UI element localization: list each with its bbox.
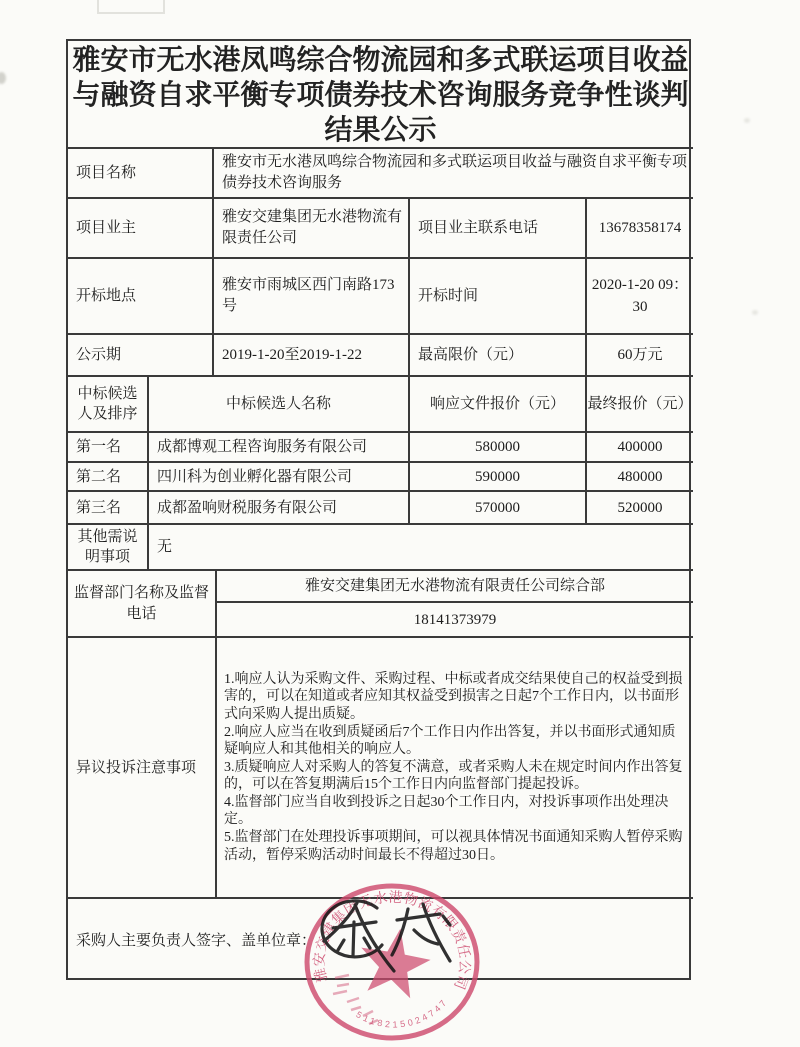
candidate-response-price: 570000 bbox=[410, 492, 587, 525]
scan-artifact bbox=[0, 72, 6, 84]
objection-item: 1.响应人认为采购文件、采购过程、中标或者成交结果使自己的权益受到损害的，可以在知道或者应知其权益受到损害之日起7个工作日内，以书面形式向采购人提出质疑。 bbox=[224, 671, 683, 722]
candidate-response-price: 580000 bbox=[410, 433, 587, 463]
candidate-name-header: 中标候选人名称 bbox=[149, 377, 410, 433]
owner-phone-label: 项目业主联系电话 bbox=[410, 199, 587, 259]
candidate-response-price-header: 响应文件报价（元） bbox=[410, 377, 587, 433]
seal-ring-text: 雅安交建集团无水港物流有限责任公司 bbox=[310, 888, 474, 993]
announcement-table bbox=[66, 39, 691, 980]
candidate-final-price: 480000 bbox=[587, 463, 693, 492]
objection-label: 异议投诉注意事项 bbox=[68, 638, 217, 899]
candidate-rank-header: 中标候选人及排序 bbox=[68, 377, 149, 433]
bid-time-value: 2020-1-20 09：30 bbox=[587, 259, 693, 335]
publicity-label: 公示期 bbox=[68, 335, 214, 377]
candidate-name: 成都博观工程咨询服务有限公司 bbox=[149, 433, 410, 463]
supervision-department: 雅安交建集团无水港物流有限责任公司综合部 bbox=[217, 571, 693, 603]
candidate-rank: 第一名 bbox=[68, 433, 149, 463]
owner-phone-value: 13678358174 bbox=[587, 199, 693, 259]
title-line-1: 雅安市无水港凤鸣综合物流园和多式联运项目收益 bbox=[72, 43, 689, 75]
project-name-value: 雅安市无水港凤鸣综合物流园和多式联运项目收益与融资自求平衡专项债券技术咨询服务 bbox=[214, 149, 693, 199]
title-line-3: 结果公示 bbox=[324, 113, 437, 145]
title-line-2: 与融资自求平衡专项债券技术咨询服务竞争性谈判 bbox=[72, 78, 689, 110]
other-notes-label: 其他需说明事项 bbox=[68, 525, 149, 571]
document-title bbox=[68, 41, 693, 149]
candidate-rank: 第二名 bbox=[68, 463, 149, 492]
candidate-response-price: 590000 bbox=[410, 463, 587, 492]
owner-label: 项目业主 bbox=[68, 199, 214, 259]
overlapping-stamp-marks bbox=[333, 975, 378, 1024]
other-notes-value: 无 bbox=[149, 525, 693, 571]
price-limit-value: 60万元 bbox=[587, 335, 693, 377]
bid-place-label: 开标地点 bbox=[68, 259, 214, 335]
objection-item: 4.监督部门应当自收到投诉之日起30个工作日内，对投诉事项作出处理决定。 bbox=[224, 794, 669, 828]
project-name-label: 项目名称 bbox=[68, 149, 214, 199]
supervision-phone: 18141373979 bbox=[217, 603, 693, 638]
candidate-final-price-header: 最终报价（元） bbox=[587, 377, 693, 433]
objection-item: 5.监督部门在处理投诉事项期间，可以视具体情况书面通知采购人暂停采购活动，暂停采购活动时间最长不得超过30日。 bbox=[224, 830, 683, 863]
candidate-final-price: 520000 bbox=[587, 492, 693, 525]
candidate-name: 成都盈响财税服务有限公司 bbox=[149, 492, 410, 525]
bid-place-value: 雅安市雨城区西门南路173号 bbox=[214, 259, 410, 335]
candidate-rank: 第三名 bbox=[68, 492, 149, 525]
objection-item: 2.响应人应当在收到质疑函后7个工作日内作出答复，并以书面形式通知质疑响应人和其他相关的响应人。 bbox=[224, 724, 676, 758]
candidate-final-price: 400000 bbox=[587, 433, 693, 463]
objection-text bbox=[217, 638, 693, 899]
scan-artifact bbox=[744, 118, 750, 123]
bid-time-label: 开标时间 bbox=[410, 259, 587, 335]
price-limit-label: 最高限价（元） bbox=[410, 335, 587, 377]
seal-serial-number: 5118215024747 bbox=[354, 995, 451, 1030]
supervision-label: 监督部门名称及监督电话 bbox=[68, 571, 217, 638]
objection-item: 3.质疑响应人对采购人的答复不满意，或者采购人未在规定时间内作出答复的，可以在答复期满后15个工作日内向监督部门提起投诉。 bbox=[224, 759, 683, 793]
scan-artifact bbox=[97, 0, 165, 14]
publicity-period: 2019-1-20至2019-1-22 bbox=[214, 335, 410, 377]
candidate-name: 四川科为创业孵化器有限公司 bbox=[149, 463, 410, 492]
signature-row-label: 采购人主要负责人签字、盖单位章： bbox=[76, 932, 317, 949]
owner-value: 雅安交建集团无水港物流有限责任公司 bbox=[214, 199, 410, 259]
scan-artifact bbox=[752, 310, 758, 315]
